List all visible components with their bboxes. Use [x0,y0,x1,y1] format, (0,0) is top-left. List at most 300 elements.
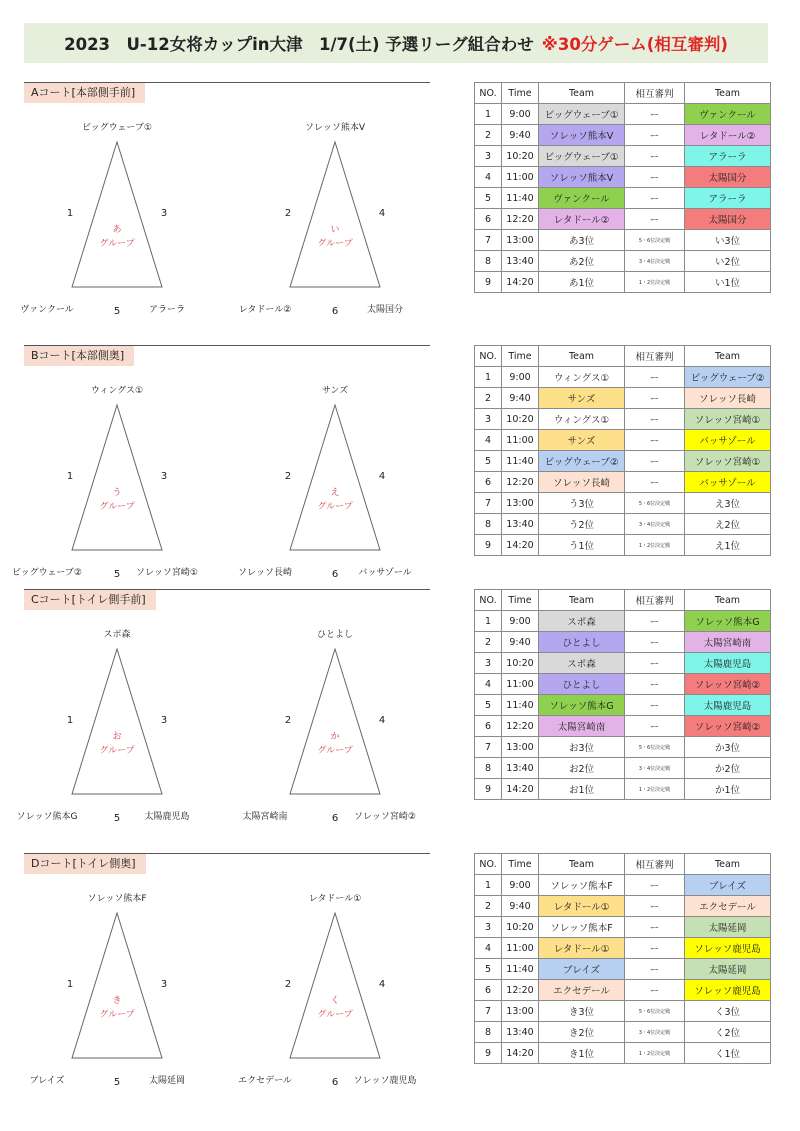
header-time: Time [502,854,539,875]
team-away: く1位 [685,1043,771,1064]
referee-cell: ー [625,409,685,430]
match-number-left: 2 [284,471,292,482]
header-time: Time [502,83,539,104]
table-row [475,388,771,409]
group-kana: う [112,488,122,498]
match-time: 11:00 [502,674,539,695]
match-time: 12:20 [502,980,539,1001]
team-home: サンズ [539,388,625,409]
table-row [475,493,771,514]
team-away: 太陽鹿児島 [685,695,771,716]
team-home: ヴァンクール [539,188,625,209]
team-top: ウィングス① [90,386,144,396]
group-triangle [17,628,190,824]
header-referee: 相互審判 [625,346,685,367]
match-no: 1 [475,104,502,125]
match-time: 12:20 [502,716,539,737]
group-kana: か [330,732,340,742]
header-no: NO. [475,83,502,104]
match-number-right: 4 [378,715,386,726]
team-top: サンズ [321,386,349,396]
triangle-shape [290,405,380,550]
team-away: レタドール② [685,125,771,146]
team-right: 太陽国分 [366,305,404,315]
team-left: ビッグウェーブ② [12,568,82,578]
referee-cell: 1・2位決定戦 [625,779,685,800]
triangle-shape [290,649,380,794]
team-away: え3位 [685,493,771,514]
court-section [0,82,800,332]
group-word: グループ [99,746,135,756]
team-away: 太陽国分 [685,209,771,230]
match-number-right: 4 [378,208,386,219]
header-team: Team [685,854,771,875]
group-kana: あ [112,225,122,235]
match-no: 1 [475,367,502,388]
team-home: き3位 [539,1001,625,1022]
team-home: き2位 [539,1022,625,1043]
team-right: ソレッソ鹿児島 [353,1076,417,1086]
match-time: 11:40 [502,695,539,716]
header-time: Time [502,590,539,611]
table-row [475,167,771,188]
header-team: Team [539,854,625,875]
group-triangle [12,385,198,580]
team-home: レタドール① [539,938,625,959]
match-number-bottom: 6 [331,306,339,317]
header-no: NO. [475,590,502,611]
table-row [475,653,771,674]
referee-cell: 3・4位決定戦 [625,251,685,272]
header-team: Team [539,83,625,104]
team-home: スポ森 [539,653,625,674]
match-number-bottom: 5 [113,306,121,317]
table-header-row [475,854,771,875]
team-home: ビッグウェーブ① [539,146,625,167]
match-number-bottom: 5 [113,569,121,580]
referee-cell: ー [625,938,685,959]
match-number-right: 3 [160,208,168,219]
referee-cell: 5・6位決定戦 [625,1001,685,1022]
table-row [475,632,771,653]
referee-cell: ー [625,875,685,896]
match-no: 9 [475,779,502,800]
match-number-bottom: 5 [113,813,121,824]
team-away: バッサゾール [685,430,771,451]
match-time: 13:00 [502,230,539,251]
match-time: 11:00 [502,430,539,451]
match-no: 5 [475,695,502,716]
table-row [475,188,771,209]
match-time: 13:40 [502,758,539,779]
team-away: 太陽鹿児島 [685,653,771,674]
team-away: ソレッソ長崎 [685,388,771,409]
referee-cell: 3・4位決定戦 [625,758,685,779]
referee-cell: 1・2位決定戦 [625,272,685,293]
team-away: く2位 [685,1022,771,1043]
match-no: 3 [475,146,502,167]
match-no: 4 [475,167,502,188]
match-time: 9:40 [502,632,539,653]
table-header-row [475,83,771,104]
table-row [475,938,771,959]
team-home: ひとよし [539,632,625,653]
match-no: 7 [475,493,502,514]
match-no: 3 [475,917,502,938]
table-row [475,146,771,167]
table-row [475,758,771,779]
match-number-left: 1 [66,208,74,219]
match-time: 11:00 [502,167,539,188]
team-left: 太陽宮崎南 [242,812,288,822]
team-away: ソレッソ熊本G [685,611,771,632]
team-away: い1位 [685,272,771,293]
group-kana: く [330,996,340,1006]
team-left: エクセデール [238,1076,292,1086]
referee-cell: ー [625,188,685,209]
match-no: 9 [475,535,502,556]
team-home: う2位 [539,514,625,535]
match-no: 8 [475,758,502,779]
referee-cell: ー [625,125,685,146]
match-time: 14:20 [502,535,539,556]
match-number-right: 3 [160,471,168,482]
team-home: エクセデール [539,980,625,1001]
table-row [475,209,771,230]
team-home: う1位 [539,535,625,556]
match-number-bottom: 6 [331,569,339,580]
team-away: ソレッソ宮崎② [685,716,771,737]
title-note: ※30分ゲーム(相互審判) [541,35,728,54]
match-number-bottom: 6 [331,1077,339,1088]
referee-cell: ー [625,674,685,695]
match-no: 2 [475,632,502,653]
referee-cell: ー [625,209,685,230]
team-away: え1位 [685,535,771,556]
team-away: ソレッソ鹿児島 [685,980,771,1001]
team-away: え2位 [685,514,771,535]
triangle-shape [72,142,162,287]
match-no: 9 [475,1043,502,1064]
team-left: レタドール② [238,305,292,315]
match-time: 13:40 [502,514,539,535]
table-row [475,367,771,388]
match-number-left: 2 [284,715,292,726]
referee-cell: ー [625,388,685,409]
header-team: Team [685,83,771,104]
team-away: アラーラ [685,188,771,209]
triangle-shape [72,913,162,1058]
match-time: 11:40 [502,959,539,980]
match-no: 6 [475,472,502,493]
header-time: Time [502,346,539,367]
referee-cell: ー [625,146,685,167]
referee-cell: ー [625,959,685,980]
team-home: ソレッソ熊本V [539,125,625,146]
referee-cell: 3・4位決定戦 [625,514,685,535]
table-row [475,1001,771,1022]
table-row [475,674,771,695]
team-right: アラーラ [148,305,186,315]
match-no: 1 [475,611,502,632]
match-time: 13:40 [502,1022,539,1043]
table-row [475,451,771,472]
group-kana: い [330,225,340,235]
match-no: 4 [475,938,502,959]
header-team: Team [539,346,625,367]
group-word: グループ [99,1010,135,1020]
table-row [475,716,771,737]
team-home: あ1位 [539,272,625,293]
match-no: 6 [475,716,502,737]
team-home: ビッグウェーブ① [539,104,625,125]
referee-cell: ー [625,716,685,737]
referee-cell: 5・6位決定戦 [625,737,685,758]
court-section [0,345,800,595]
group-triangle [238,893,416,1088]
group-word: グループ [317,239,353,249]
match-number-right: 4 [378,979,386,990]
match-no: 7 [475,737,502,758]
referee-cell: 5・6位決定戦 [625,493,685,514]
match-time: 14:20 [502,1043,539,1064]
match-time: 14:20 [502,779,539,800]
table-row [475,917,771,938]
table-row [475,125,771,146]
group-kana: き [112,996,122,1006]
table-header-row [475,590,771,611]
match-no: 6 [475,209,502,230]
referee-cell: 5・6位決定戦 [625,230,685,251]
team-away: エクセデール [685,896,771,917]
match-time: 13:00 [502,737,539,758]
referee-cell: ー [625,695,685,716]
court-label: Dコート[トイレ側奥] [24,854,146,874]
header-team: Team [685,590,771,611]
header-referee: 相互審判 [625,854,685,875]
match-number-bottom: 5 [113,1077,121,1088]
header-referee: 相互審判 [625,590,685,611]
match-time: 12:20 [502,472,539,493]
group-triangle [20,122,185,317]
team-away: い3位 [685,230,771,251]
table-row [475,230,771,251]
match-no: 5 [475,451,502,472]
match-time: 11:40 [502,451,539,472]
team-away: い2位 [685,251,771,272]
title-main: 2023 U-12女将カップin大津 1/7(土) 予選リーグ組合わせ [64,35,534,54]
team-home: レタドール② [539,209,625,230]
group-diagrams [0,853,460,1103]
match-time: 9:00 [502,875,539,896]
match-no: 2 [475,125,502,146]
table-row [475,980,771,1001]
court-label: Aコート[本部側手前] [24,83,145,103]
match-number-left: 2 [284,208,292,219]
team-home: き1位 [539,1043,625,1064]
referee-cell: ー [625,104,685,125]
match-time: 9:40 [502,388,539,409]
match-number-left: 2 [284,979,292,990]
group-word: グループ [317,502,353,512]
match-no: 5 [475,959,502,980]
triangle-shape [72,649,162,794]
match-time: 14:20 [502,272,539,293]
court-label: Cコート[トイレ側手前] [24,590,156,610]
team-left: ブレイズ [29,1076,65,1086]
match-no: 8 [475,1022,502,1043]
team-away: ソレッソ宮崎① [685,451,771,472]
team-right: ソレッソ宮崎② [354,812,416,822]
team-home: お2位 [539,758,625,779]
match-time: 11:00 [502,938,539,959]
team-top: ソレッソ熊本V [304,123,366,133]
match-number-left: 1 [66,471,74,482]
group-triangle [242,629,416,824]
team-home: ソレッソ熊本V [539,167,625,188]
team-away: か3位 [685,737,771,758]
group-triangle [239,121,403,317]
group-word: グループ [99,239,135,249]
group-triangle [29,892,185,1088]
team-home: サンズ [539,430,625,451]
team-home: ウィングス① [539,367,625,388]
team-away: アラーラ [685,146,771,167]
team-home: あ3位 [539,230,625,251]
match-number-bottom: 6 [331,813,339,824]
match-no: 8 [475,251,502,272]
table-row [475,535,771,556]
team-home: ソレッソ長崎 [539,472,625,493]
match-time: 9:00 [502,104,539,125]
table-row [475,1043,771,1064]
referee-cell: ー [625,632,685,653]
team-left: ヴァンクール [20,305,74,315]
table-row [475,896,771,917]
match-time: 10:20 [502,917,539,938]
team-away: ソレッソ鹿児島 [685,938,771,959]
team-home: あ2位 [539,251,625,272]
schedule-table [474,345,771,556]
group-diagrams [0,345,460,595]
team-away: ブレイズ [685,875,771,896]
page-title [24,23,768,63]
team-right: 太陽延岡 [148,1076,186,1086]
table-row [475,430,771,451]
header-team: Team [685,346,771,367]
match-number-left: 1 [66,979,74,990]
team-home: ウィングス① [539,409,625,430]
table-row [475,695,771,716]
table-row [475,472,771,493]
team-home: ひとよし [539,674,625,695]
team-home: スポ森 [539,611,625,632]
referee-cell: ー [625,367,685,388]
header-referee: 相互審判 [625,83,685,104]
match-no: 6 [475,980,502,1001]
court-section [0,853,800,1103]
group-kana: お [112,732,122,742]
group-triangle [238,385,412,580]
group-word: グループ [317,1010,353,1020]
team-home: う3位 [539,493,625,514]
court-label: Bコート[本部側奥] [24,346,134,366]
table-header-row [475,346,771,367]
team-home: ブレイズ [539,959,625,980]
team-away: バッサゾール [685,472,771,493]
team-home: お3位 [539,737,625,758]
team-top: スポ森 [103,630,131,640]
team-away: 太陽延岡 [685,917,771,938]
header-team: Team [539,590,625,611]
match-number-right: 4 [378,471,386,482]
schedule-table [474,589,771,800]
referee-cell: ー [625,472,685,493]
court-section [0,589,800,839]
match-time: 10:20 [502,146,539,167]
group-kana: え [330,488,340,498]
match-number-right: 3 [160,715,168,726]
team-away: か1位 [685,779,771,800]
team-away: ソレッソ宮崎② [685,674,771,695]
table-row [475,875,771,896]
team-away: ヴァンクール [685,104,771,125]
header-no: NO. [475,346,502,367]
referee-cell: ー [625,451,685,472]
match-time: 10:20 [502,653,539,674]
schedule-table [474,82,771,293]
group-word: グループ [317,746,353,756]
referee-cell: ー [625,917,685,938]
team-right: バッサゾール [358,568,412,578]
table-row [475,737,771,758]
match-time: 13:40 [502,251,539,272]
table-row [475,514,771,535]
referee-cell: ー [625,430,685,451]
match-number-left: 1 [66,715,74,726]
team-away: ビッグウェーブ② [685,367,771,388]
referee-cell: ー [625,896,685,917]
match-time: 9:00 [502,367,539,388]
match-no: 2 [475,388,502,409]
header-no: NO. [475,854,502,875]
team-top: レタドール① [308,894,362,904]
match-no: 4 [475,430,502,451]
match-time: 12:20 [502,209,539,230]
match-no: 7 [475,230,502,251]
team-top: ひとよし [316,630,354,640]
table-row [475,104,771,125]
table-row [475,779,771,800]
referee-cell: 1・2位決定戦 [625,1043,685,1064]
team-away: か2位 [685,758,771,779]
match-time: 13:00 [502,1001,539,1022]
match-no: 3 [475,409,502,430]
match-time: 11:40 [502,188,539,209]
match-time: 13:00 [502,493,539,514]
match-no: 5 [475,188,502,209]
referee-cell: 1・2位決定戦 [625,535,685,556]
match-no: 4 [475,674,502,695]
triangle-shape [290,913,380,1058]
match-time: 9:40 [502,896,539,917]
team-right: ソレッソ宮崎① [136,568,198,578]
match-no: 8 [475,514,502,535]
team-top: ソレッソ熊本F [87,894,147,904]
table-row [475,611,771,632]
team-away: く3位 [685,1001,771,1022]
referee-cell: ー [625,653,685,674]
